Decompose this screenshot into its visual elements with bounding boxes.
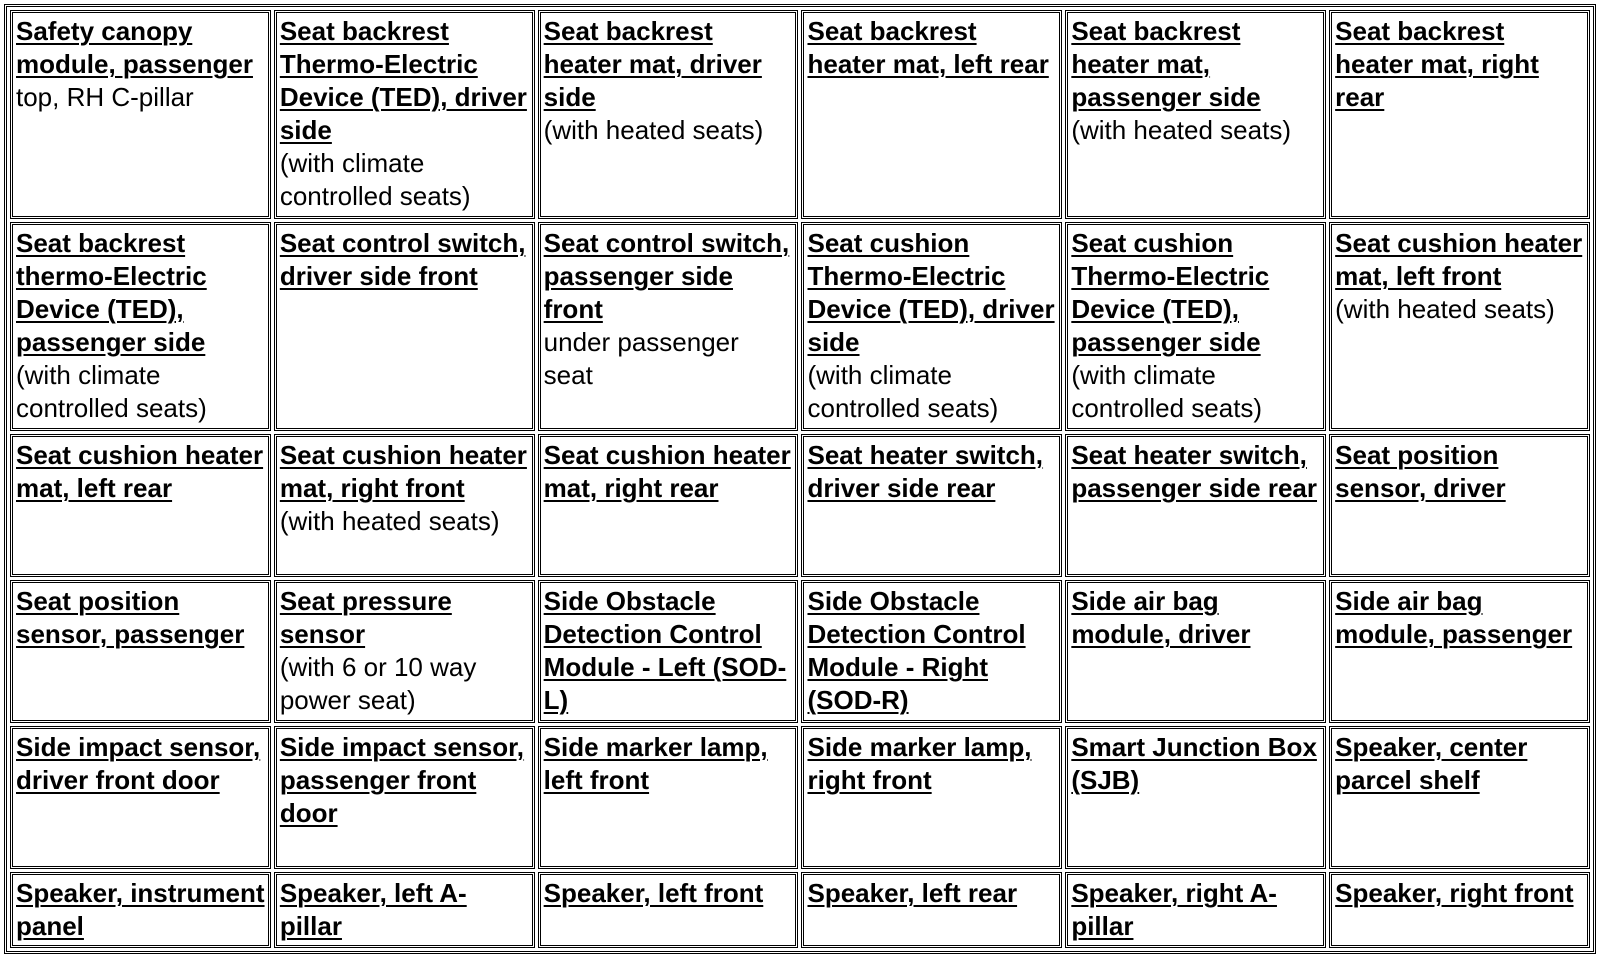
table-cell xyxy=(1329,222,1590,431)
table-cell xyxy=(10,872,271,948)
table-cell xyxy=(801,872,1062,948)
table-cell xyxy=(10,580,271,723)
component-link[interactable]: Seat backrest Thermo-Electric Device (TED), driver side xyxy=(279,16,527,145)
table-cell xyxy=(801,726,1062,869)
table-cell xyxy=(274,726,535,869)
table-cell xyxy=(1329,726,1590,869)
table-row xyxy=(10,10,1590,219)
component-link[interactable]: Speaker, instrument panel xyxy=(16,878,265,941)
table-cell xyxy=(1065,726,1326,869)
table-row xyxy=(10,580,1590,723)
component-link[interactable]: Seat backrest thermo-Electric Device (TED), passenger side xyxy=(16,228,207,357)
component-location: (with heated seats) xyxy=(279,506,500,536)
table-row xyxy=(10,434,1590,577)
table-cell xyxy=(1329,10,1590,219)
table-cell xyxy=(274,10,535,219)
component-link[interactable]: Seat position sensor, driver xyxy=(1335,440,1506,503)
component-link[interactable]: Speaker, left A-pillar xyxy=(279,878,467,941)
component-location: (with climate controlled seats) xyxy=(279,148,471,211)
component-location-table xyxy=(4,4,1596,954)
component-link[interactable]: Seat cushion heater mat, left rear xyxy=(16,440,264,503)
component-link[interactable]: Seat pressure sensor xyxy=(279,586,452,649)
table-cell xyxy=(801,222,1062,431)
component-location: (with climate controlled seats) xyxy=(1071,360,1263,423)
component-link[interactable]: Seat cushion heater mat, right front xyxy=(279,440,527,503)
table-cell xyxy=(1065,872,1326,948)
component-link[interactable]: Seat control switch, passenger side front xyxy=(543,228,790,324)
component-location: (with 6 or 10 way power seat) xyxy=(279,652,477,715)
table-cell xyxy=(1065,580,1326,723)
table-cell xyxy=(1329,434,1590,577)
component-link[interactable]: Seat cushion Thermo-Electric Device (TED), driver side xyxy=(807,228,1055,357)
table-row xyxy=(10,726,1590,869)
table-cell xyxy=(801,580,1062,723)
component-link[interactable]: Smart Junction Box (SJB) xyxy=(1071,732,1317,795)
component-link[interactable]: Seat heater switch, driver side rear xyxy=(807,440,1044,503)
component-link[interactable]: Seat backrest heater mat, passenger side xyxy=(1071,16,1261,112)
table-body xyxy=(10,10,1590,948)
table-cell xyxy=(538,10,799,219)
component-location: (with climate controlled seats) xyxy=(807,360,999,423)
component-location: (with heated seats) xyxy=(1335,294,1555,324)
component-link[interactable]: Seat cushion heater mat, left front xyxy=(1335,228,1583,291)
component-link[interactable]: Speaker, right front xyxy=(1335,878,1574,908)
component-link[interactable]: Side marker lamp, right front xyxy=(807,732,1032,795)
component-link[interactable]: Seat cushion heater mat, right rear xyxy=(543,440,791,503)
table-cell xyxy=(1329,580,1590,723)
component-location: (with heated seats) xyxy=(543,115,764,145)
component-link[interactable]: Side impact sensor, passenger front door xyxy=(279,732,525,828)
component-link[interactable]: Side air bag module, driver xyxy=(1071,586,1251,649)
component-location-table-wrapper xyxy=(4,4,1596,954)
component-location: under passenger seat xyxy=(543,327,739,390)
table-row xyxy=(10,872,1590,948)
component-link[interactable]: Speaker, left rear xyxy=(807,878,1018,908)
component-link[interactable]: Seat backrest heater mat, driver side xyxy=(543,16,762,112)
table-cell xyxy=(10,222,271,431)
table-cell xyxy=(1065,10,1326,219)
table-cell xyxy=(10,434,271,577)
component-link[interactable]: Side Obstacle Detection Control Module - Left (SOD-L) xyxy=(543,586,787,715)
component-location: (with heated seats) xyxy=(1071,115,1291,145)
table-cell xyxy=(538,872,799,948)
component-link[interactable]: Side impact sensor, driver front door xyxy=(16,732,261,795)
component-link[interactable]: Safety canopy module, passenger xyxy=(16,16,253,79)
table-cell xyxy=(538,434,799,577)
table-cell xyxy=(274,872,535,948)
table-cell xyxy=(801,10,1062,219)
component-link[interactable]: Seat control switch, driver side front xyxy=(279,228,526,291)
component-link[interactable]: Speaker, left front xyxy=(543,878,764,908)
component-link[interactable]: Seat cushion Thermo-Electric Device (TED), passenger side xyxy=(1071,228,1270,357)
table-cell xyxy=(1329,872,1590,948)
component-link[interactable]: Side Obstacle Detection Control Module - Right (SOD-R) xyxy=(807,586,1026,715)
table-row xyxy=(10,222,1590,431)
table-cell xyxy=(10,726,271,869)
component-link[interactable]: Seat backrest heater mat, left rear xyxy=(807,16,1049,79)
table-cell xyxy=(274,222,535,431)
component-link[interactable]: Seat backrest heater mat, right rear xyxy=(1335,16,1539,112)
component-link[interactable]: Speaker, right A-pillar xyxy=(1071,878,1277,941)
component-link[interactable]: Speaker, center parcel shelf xyxy=(1335,732,1528,795)
component-link[interactable]: Side air bag module, passenger xyxy=(1335,586,1573,649)
table-cell xyxy=(1065,222,1326,431)
component-link[interactable]: Side marker lamp, left front xyxy=(543,732,768,795)
table-cell xyxy=(274,580,535,723)
table-cell xyxy=(538,726,799,869)
component-link[interactable]: Seat heater switch, passenger side rear xyxy=(1071,440,1318,503)
table-cell xyxy=(10,10,271,219)
table-cell xyxy=(801,434,1062,577)
table-cell xyxy=(274,434,535,577)
table-cell xyxy=(538,580,799,723)
table-cell xyxy=(1065,434,1326,577)
table-cell xyxy=(538,222,799,431)
component-location: (with climate controlled seats) xyxy=(16,360,207,423)
component-link[interactable]: Seat position sensor, passenger xyxy=(16,586,245,649)
component-location: top, RH C-pillar xyxy=(16,82,194,112)
